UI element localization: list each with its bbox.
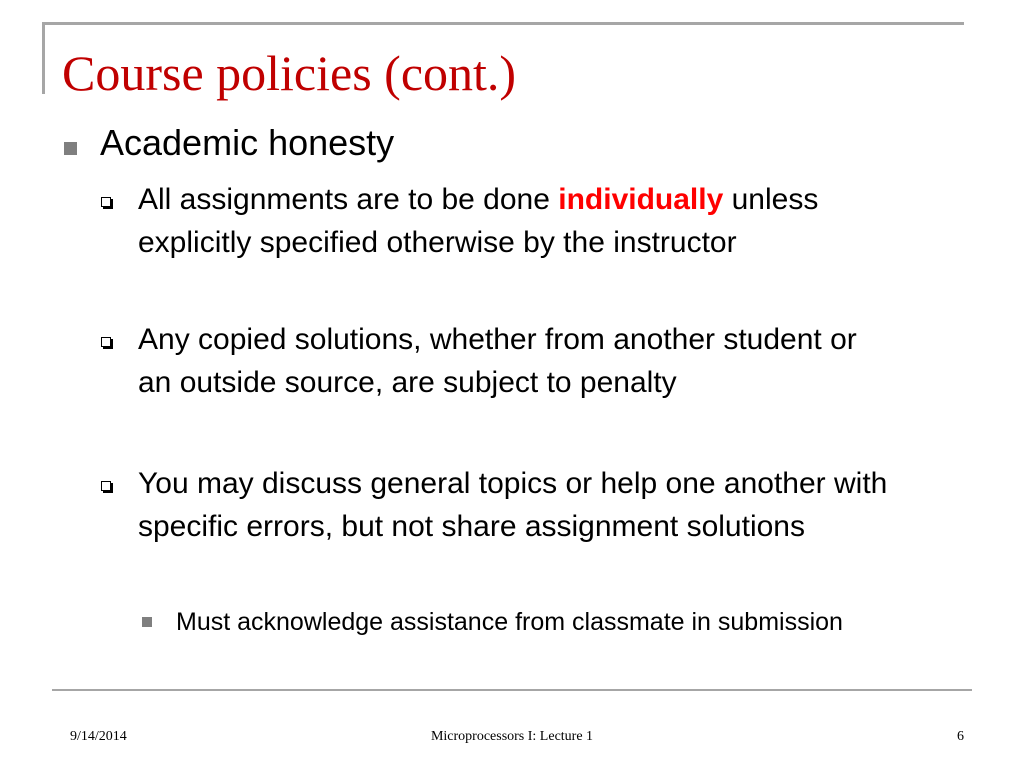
bullet-academic-honesty	[100, 122, 980, 164]
bullet-individual-work	[138, 178, 898, 264]
footer-rule	[52, 689, 972, 691]
frame-left-rule	[42, 22, 45, 94]
bullet-text: You may discuss general topics or help one another with specific errors, but not share assignment solutions	[138, 467, 888, 543]
bullet-text: Any copied solutions, whether from another student or an outside source, are subject to penalty	[138, 323, 857, 399]
frame-top-rule	[42, 22, 964, 25]
bullet-text-end: unless explicitly specified otherwise by the instructor	[138, 183, 819, 259]
slide-title: Course policies (cont.)	[62, 45, 517, 101]
footer-date: 9/14/2014	[70, 729, 127, 744]
sub-bullet-acknowledge	[176, 604, 876, 640]
hollow-box-bullet-icon	[101, 481, 111, 491]
square-bullet-icon	[142, 617, 152, 627]
bullet-copied-solutions	[138, 318, 898, 404]
hollow-box-bullet-icon	[101, 337, 111, 347]
hollow-box-bullet-icon	[101, 197, 111, 207]
footer-course-title: Microprocessors I: Lecture 1	[430, 729, 594, 744]
emphasis-individually: individually	[558, 183, 724, 216]
bullet-text-start: All assignments are to be done	[138, 183, 559, 216]
footer-page-number: 6	[957, 729, 964, 744]
square-bullet-icon	[64, 142, 77, 155]
bullet-discuss-topics	[138, 462, 898, 548]
bullet-text: Academic honesty	[100, 122, 395, 163]
bullet-text: Must acknowledge assistance from classmate in submission	[176, 608, 843, 636]
